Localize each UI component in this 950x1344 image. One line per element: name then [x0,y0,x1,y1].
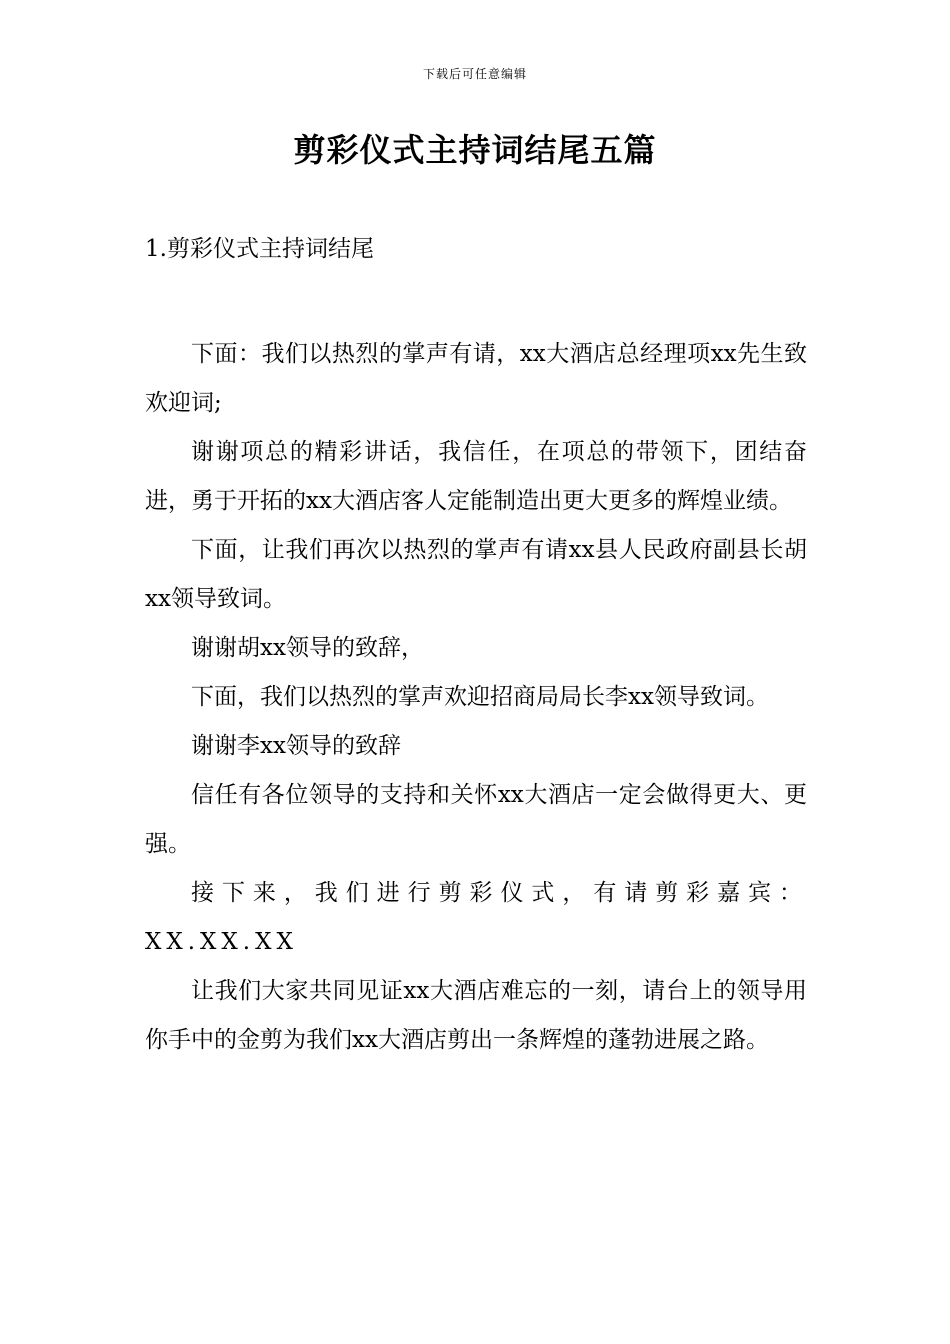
body-text [145,330,807,1065]
paragraph: 让我们大家共同见证xx大酒店难忘的一刻，请台上的领导用你手中的金剪为我们xx大酒店剪出一条辉煌的蓬勃进展之路。 [145,978,807,1053]
paragraph: 谢谢胡xx领导的致辞， [191,635,424,661]
page-title: 剪彩仪式主持词结尾五篇 [293,131,657,169]
paragraph: 下面，让我们再次以热烈的掌声有请xx县人民政府副县长胡xx领导致词。 [145,537,807,612]
paragraph: 谢谢李xx领导的致辞 [191,733,401,759]
section-heading: 1.剪彩仪式主持词结尾 [145,236,374,262]
page-header-note: 下载后可任意编辑 [422,67,527,81]
paragraph: 谢谢项总的精彩讲话，我信任，在项总的带领下，团结奋进，勇于开拓的xx大酒店客人定能制造出更大更多的辉煌业绩。 [145,439,807,514]
paragraph: 下面：我们以热烈的掌声有请，xx大酒店总经理项xx先生致欢迎词; [145,341,807,416]
paragraph: 信任有各位领导的支持和关怀xx大酒店一定会做得更大、更强。 [145,782,807,857]
paragraph: 下面，我们以热烈的掌声欢迎招商局局长李xx领导致词。 [191,684,769,710]
paragraph: 接下来，我们进行剪彩仪式，有请剪彩嘉宾：XX.XX.XX [145,880,807,955]
